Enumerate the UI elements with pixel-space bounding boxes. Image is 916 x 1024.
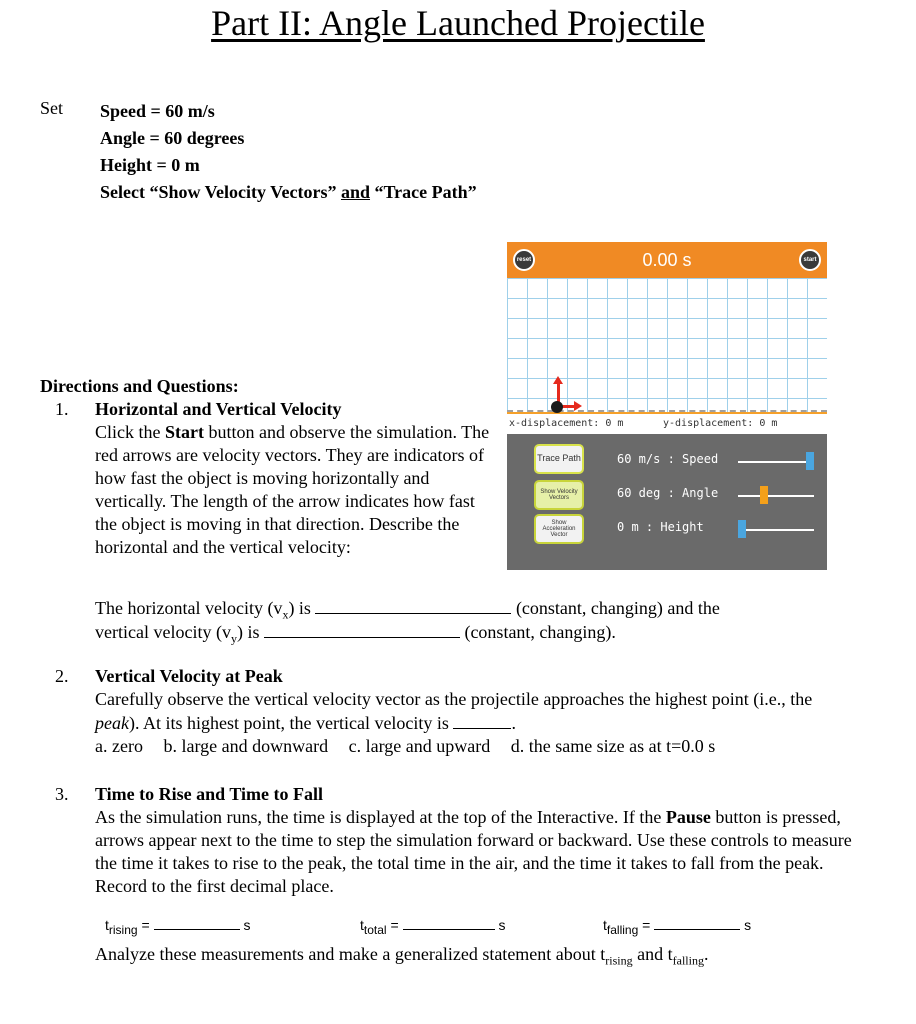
- sim-grid: [507, 278, 827, 412]
- angle-slider-track[interactable]: [738, 495, 814, 497]
- t-falling-field: $t_{falling} = s$: [603, 912, 751, 937]
- speed-setting: Speed = 60 m/s: [100, 101, 215, 121]
- t-total-blank[interactable]: [403, 912, 495, 930]
- q1-answer-horizontal: The horizontal velocity $(v_x)$ is (constant, changing) and the: [95, 598, 720, 622]
- vertical-velocity-blank[interactable]: [264, 620, 460, 638]
- y-displacement: y-displacement: 0 m: [663, 418, 778, 429]
- peak-velocity-blank[interactable]: [453, 711, 511, 729]
- height-value: 0 m: [617, 520, 639, 534]
- q1-answer-vertical: vertical velocity $(v_y)$ is (constant, changing).: [95, 622, 616, 646]
- sim-controls: [507, 434, 827, 570]
- x-displacement: x-displacement: 0 m: [509, 418, 624, 429]
- set-instructions: [100, 98, 477, 206]
- horizontal-velocity-blank[interactable]: [315, 596, 511, 614]
- analyze-instruction: Analyze these measurements and make a generalized statement about $t_{rising}$ and $t_{falling}$.: [95, 944, 709, 968]
- q3-number: 3.: [55, 784, 69, 804]
- choice-d[interactable]: d. the same size as at t=0.0 s: [510, 736, 716, 756]
- start-button[interactable]: start: [799, 249, 821, 271]
- speed-label: : Speed: [667, 452, 719, 466]
- vertical-vector-arrowhead: [553, 376, 563, 384]
- t-rising-field: $t_{rising} = s$: [105, 912, 250, 937]
- directions-heading: Directions and Questions:: [40, 376, 239, 396]
- displacement-bar: [507, 414, 827, 434]
- speed-slider-row: [617, 452, 718, 466]
- height-slider-track[interactable]: [738, 529, 814, 531]
- select-instruction: Select “Show Velocity Vectors” and “Trace Path”: [100, 182, 477, 202]
- time-readout: 0.00 s: [642, 249, 692, 270]
- q3-title: Time to Rise and Time to Fall: [95, 784, 324, 804]
- q3-text: As the simulation runs, the time is displayed at the top of the Interactive. If the Pause button is pressed, arrows appear next to the time to step the simulation forward or backward. Use these controls to measure the time it takes to rise to the peak, the total time in the air, and the time it takes to fall from the peak. Record to the first decimal place.: [95, 807, 852, 896]
- q2-choices: [95, 736, 875, 757]
- q2-title: Vertical Velocity at Peak: [95, 666, 283, 686]
- height-setting: Height = 0 m: [100, 155, 200, 175]
- height-slider-row: [617, 520, 704, 534]
- height-label: : Height: [645, 520, 704, 534]
- speed-slider-handle[interactable]: [806, 452, 814, 470]
- angle-setting: Angle = 60 degrees: [100, 128, 245, 148]
- choice-b[interactable]: b. large and downward: [163, 736, 329, 756]
- horizontal-vector-arrowhead: [574, 401, 582, 411]
- choice-c[interactable]: c. large and upward: [348, 736, 491, 756]
- projectile-ball: [551, 401, 563, 413]
- show-acceleration-vector-button[interactable]: Show Acceleration Vector: [534, 514, 584, 544]
- q1-title: Horizontal and Vertical Velocity: [95, 399, 342, 419]
- show-velocity-vectors-button[interactable]: Show Velocity Vectors: [534, 480, 584, 510]
- reset-button[interactable]: reset: [513, 249, 535, 271]
- q2-text: Carefully observe the vertical velocity vector as the projectile approaches the highest point (i.e., the peak). At its highest point, the vertical velocity is .: [95, 689, 813, 733]
- angle-value: 60 deg: [617, 486, 661, 500]
- speed-slider-track[interactable]: [738, 461, 814, 463]
- q2-number: 2.: [55, 666, 69, 686]
- t-falling-blank[interactable]: [654, 912, 740, 930]
- page-title: Part II: Angle Launched Projectile: [211, 3, 705, 43]
- angle-label: : Angle: [667, 486, 719, 500]
- set-label: Set: [40, 98, 64, 118]
- t-total-field: $t_{total} = s$: [360, 912, 505, 937]
- angle-slider-row: [617, 486, 718, 500]
- choice-a[interactable]: a. zero: [95, 736, 143, 756]
- angle-slider-handle[interactable]: [760, 486, 768, 504]
- sim-header: [507, 242, 827, 278]
- q1-number: 1.: [55, 399, 69, 419]
- trace-path-button[interactable]: Trace Path: [534, 444, 584, 474]
- speed-value: 60 m/s: [617, 452, 661, 466]
- projectile-simulation[interactable]: [507, 242, 827, 570]
- height-slider-handle[interactable]: [738, 520, 746, 538]
- q1-text: Click the Start button and observe the simulation. The red arrows are velocity vectors. They are indicators of how fast the object is moving horizontally and vertically. The length of the arrow indicates how fast the object is moving in that direction. Describe the horizontal and the vertical velocity:: [95, 422, 490, 557]
- t-rising-blank[interactable]: [154, 912, 240, 930]
